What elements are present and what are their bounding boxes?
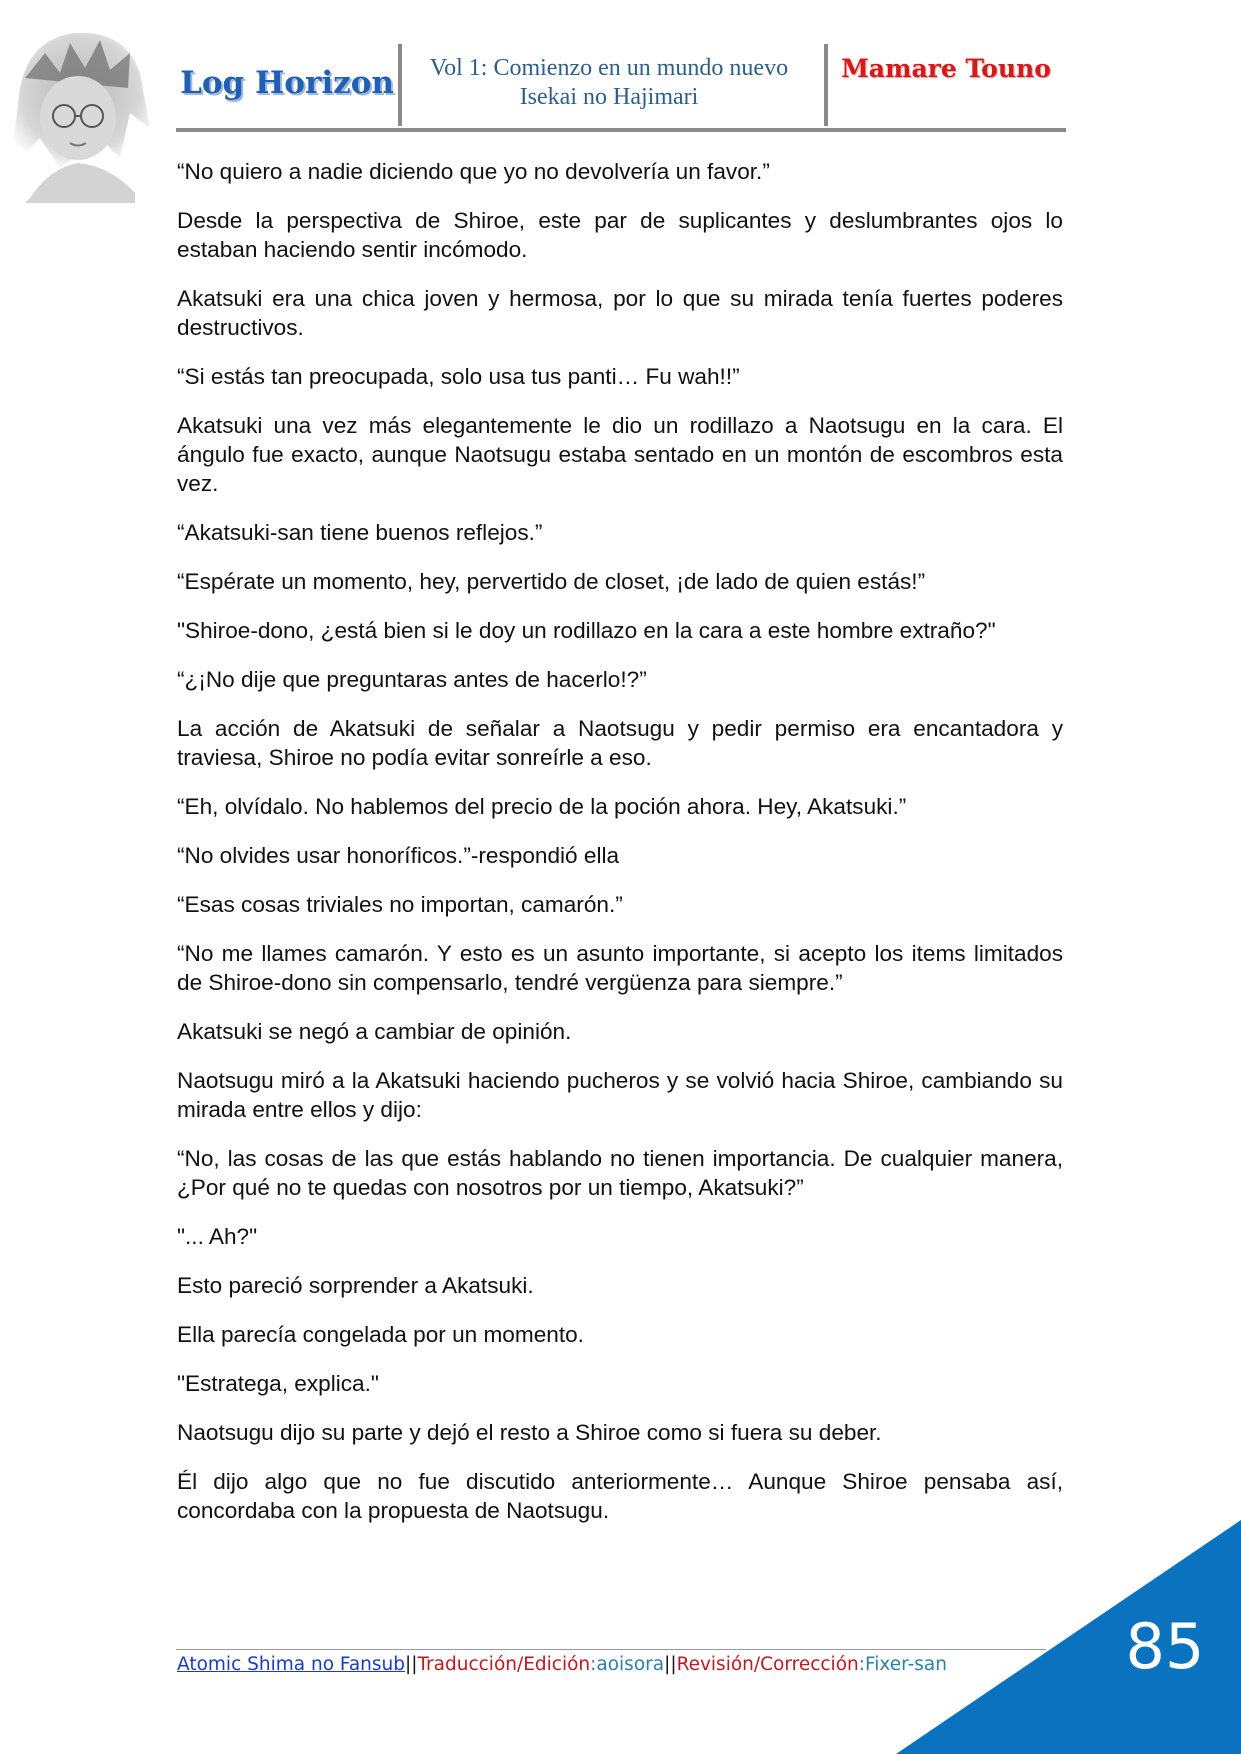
credit-colon: :	[590, 1654, 597, 1675]
volume-title-line1: Vol 1: Comienzo en un mundo nuevo	[429, 55, 789, 81]
series-title: Log Horizon	[180, 65, 394, 101]
fansub-group-link[interactable]: Atomic Shima no Fansub	[177, 1654, 405, 1675]
reviser-name: Fixer-san	[864, 1654, 947, 1675]
paragraph: Naotsugu miró a la Akatsuki haciendo pucheros y se volvió hacia Shiroe, cambiando su mirada entre ellos y dijo:	[177, 1068, 1063, 1122]
paragraph: Desde la perspectiva de Shiroe, este par de suplicantes y deslumbrantes ojos lo estaban haciendo sentir incómodo.	[177, 208, 1063, 262]
paragraph: Akatsuki una vez más elegantemente le dio un rodillazo a Naotsugu en la cara. El ángulo fue exacto, aunque Naotsugu estaba sentado en un montón de escombros esta vez.	[177, 413, 1063, 496]
chapter-body	[177, 157, 1063, 1545]
paragraph: “No olvides usar honoríficos.”-respondió ella	[177, 843, 620, 868]
character-portrait-icon	[0, 18, 160, 203]
paragraph: Naotsugu dijo su parte y dejó el resto a Shiroe como si fuera su deber.	[177, 1420, 882, 1445]
paragraph: “No, las cosas de las que estás hablando no tienen importancia. De cualquier manera, ¿Por qué no te quedas con nosotros por un tiempo, Akatsuki?”	[177, 1146, 1063, 1200]
paragraph: “Si estás tan preocupada, solo usa tus panti… Fu wah!!”	[177, 364, 740, 389]
paragraph: “Eh, olvídalo. No hablemos del precio de la poción ahora. Hey, Akatsuki.”	[177, 794, 907, 819]
paragraph: Akatsuki se negó a cambiar de opinión.	[177, 1019, 572, 1044]
revision-label: Revisión/Corrección	[676, 1654, 859, 1675]
paragraph: “¿¡No dije que preguntaras antes de hacerlo!?”	[177, 667, 647, 692]
paragraph: “No quiero a nadie diciendo que yo no devolvería un favor.”	[177, 159, 770, 184]
paragraph: Él dijo algo que no fue discutido anteriormente… Aunque Shiroe pensaba así, concordaba con la propuesta de Naotsugu.	[177, 1469, 1063, 1523]
credit-separator: ||	[664, 1654, 677, 1675]
paragraph: "Shiroe-dono, ¿está bien si le doy un rodillazo en la cara a este hombre extraño?"	[177, 618, 996, 643]
volume-title-line2: Isekai no Hajimari	[519, 84, 699, 110]
page-number: 85	[1125, 1610, 1205, 1683]
author-name: Mamare Touno	[841, 54, 1051, 83]
paragraph: Akatsuki era una chica joven y hermosa, por lo que su mirada tenía fuertes poderes destructivos.	[177, 286, 1063, 340]
credit-separator: ||	[405, 1654, 418, 1675]
paragraph: “Akatsuki-san tiene buenos reflejos.”	[177, 520, 543, 545]
volume-title	[400, 40, 818, 126]
page-header	[176, 40, 1066, 132]
paragraph: “No me llames camarón. Y esto es un asunto importante, si acepto los items limitados de Shiroe-dono sin compensarlo, tendré vergüenza para siempre.”	[177, 941, 1063, 995]
translator-name: aoisora	[596, 1654, 665, 1675]
paragraph: “Esas cosas triviales no importan, camarón.”	[177, 892, 623, 917]
paragraph: Esto pareció sorprender a Akatsuki.	[177, 1273, 534, 1298]
paragraph: "... Ah?"	[177, 1224, 258, 1249]
paragraph: "Estratega, explica."	[177, 1371, 379, 1396]
translation-label: Traducción/Edición	[417, 1654, 591, 1675]
paragraph: “Espérate un momento, hey, pervertido de closet, ¡de lado de quien estás!”	[177, 569, 926, 594]
paragraph: Ella parecía congelada por un momento.	[177, 1322, 584, 1347]
paragraph: La acción de Akatsuki de señalar a Naotsugu y pedir permiso era encantadora y traviesa, Shiroe no podía evitar sonreírle a eso.	[177, 716, 1063, 770]
credit-colon: :	[858, 1654, 865, 1675]
